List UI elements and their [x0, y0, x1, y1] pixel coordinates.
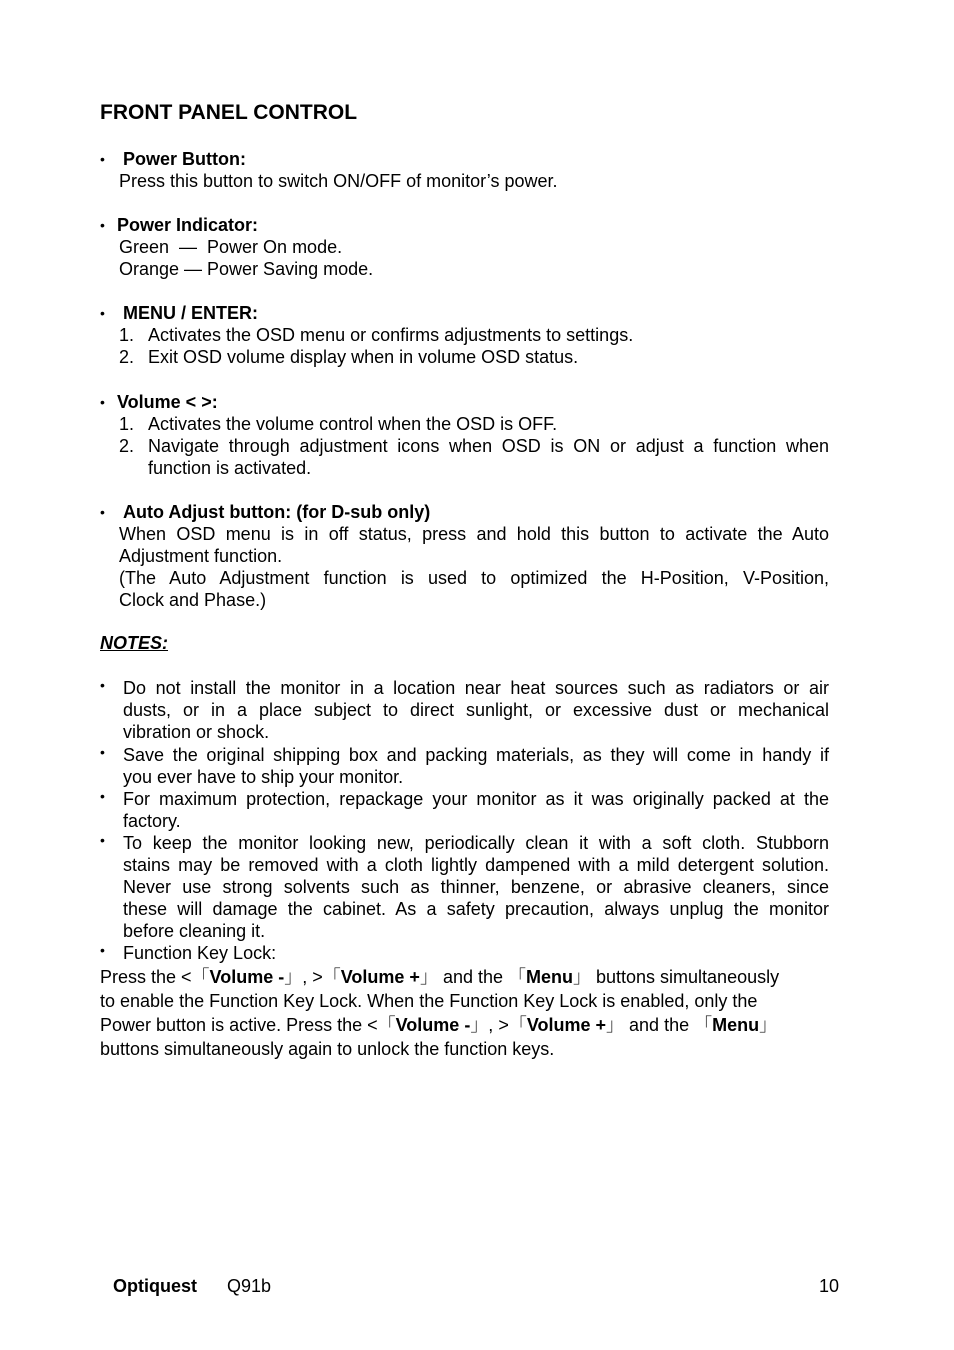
function-key-lock-text: Press the <「Volume -」, >「Volume +」 and the 「Menu」 buttons simultaneously to enable the Function Key Lock. When the Function Key Lock is enabled, only the Power button is active. Press the <「Volume -」, >「Volume +」 and the 「Menu」 buttons simultaneously again to unlock the function keys. — [100, 967, 780, 1059]
footer-model: Q91b — [227, 1276, 272, 1296]
section-menu-enter — [100, 302, 829, 368]
power-indicator-label: Power Indicator: — [117, 215, 259, 235]
power-indicator-line: Green — Power On mode. — [119, 237, 343, 257]
section-power-button — [100, 148, 829, 192]
power-button-label: Power Button: — [123, 149, 246, 169]
bullet-icon: • — [100, 677, 105, 693]
bullet-icon: • — [100, 832, 105, 848]
list-item: 1. Activates the volume control when the OSD is OFF. — [119, 414, 558, 434]
page-title: FRONT PANEL CONTROL — [100, 101, 358, 124]
auto-adjust-label: Auto Adjust button: (for D-sub only) — [123, 502, 431, 522]
menu-enter-label: MENU / ENTER: — [123, 303, 258, 323]
bullet-icon: • — [100, 942, 105, 958]
bullet-icon: • — [100, 217, 105, 233]
footer-brand: Optiquest — [113, 1276, 197, 1296]
list-item-continued: function is activated. — [148, 458, 312, 478]
section-volume — [100, 391, 829, 479]
list-item: • For maximum protection, repackage your monitor as it was originally packed at the factory. — [100, 788, 829, 831]
list-item: 2. Navigate through adjustment icons when OSD is ON or adjust a function when — [119, 436, 829, 456]
bullet-icon: • — [100, 788, 105, 804]
bullet-icon: • — [100, 394, 105, 410]
section-power-indicator — [100, 214, 829, 280]
section-auto-adjust: • Auto Adjust button: (for D-sub only) When OSD menu is in off status, press and hold this button to activate the Auto Adjustment function. (The Auto Adjustment function is used to optimized the H-Position, V-Position, Clock and Phase.) — [100, 502, 829, 610]
list-item: • To keep the monitor looking new, periodically clean it with a soft cloth. Stubborn stains may be removed with a cloth lightly dampened with a mild detergent solution. Never use strong solvents such as thinner, benzene, or abrasive cleaners, since these will damage the cabinet. As a safety precaution, always unplug the monitor before cleaning it. — [100, 832, 829, 941]
list-item: 2. Exit OSD volume display when in volume OSD status. — [119, 347, 579, 367]
bullet-icon: • — [100, 305, 105, 321]
notes-list — [100, 677, 829, 964]
power-button-text: Press this button to switch ON/OFF of monitor’s power. — [119, 171, 558, 191]
page-number: 10 — [819, 1276, 840, 1296]
bullet-icon: • — [100, 744, 105, 760]
list-item: • Function Key Lock: — [100, 942, 277, 963]
bullet-icon: • — [100, 151, 105, 167]
bullet-icon: • — [100, 504, 105, 520]
list-item: • Do not install the monitor in a location near heat sources such as radiators or air dusts, or in a place subject to direct sunlight, or excessive dust or mechanical vibration or shock. — [100, 677, 829, 742]
volume-label: Volume < >: — [117, 392, 218, 412]
list-item: 1. Activates the OSD menu or confirms adjustments to settings. — [119, 325, 634, 345]
list-item: • Save the original shipping box and packing materials, as they will come in handy if you ever have to ship your monitor. — [100, 744, 829, 787]
power-indicator-line: Orange — Power Saving mode. — [119, 259, 374, 279]
notes-title: NOTES: — [100, 633, 169, 653]
